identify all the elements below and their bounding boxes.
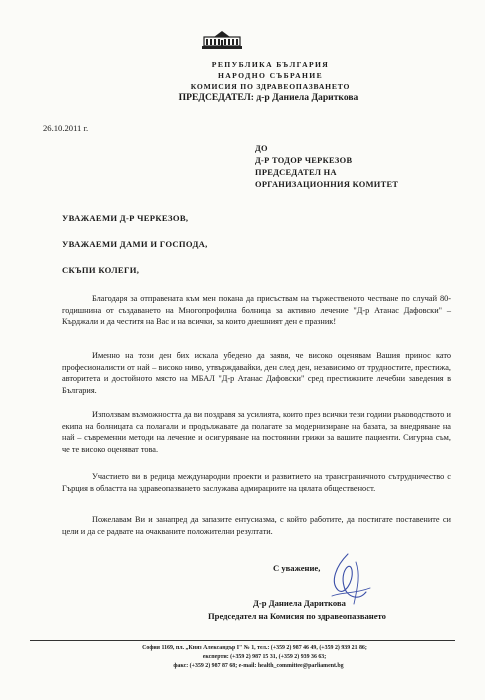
salutation: СКЪПИ КОЛЕГИ, — [62, 265, 140, 275]
body-paragraph: Участието ви в редица международни проекти и развитието на трансграничното сътрудничество с Гърция в областта на здравеопазването заслужава адмирациите на цялата общественост. — [62, 472, 451, 493]
recipient-line: Д-Р ТОДОР ЧЕРКЕЗОВ — [255, 156, 353, 165]
letterhead-committee: КОМИСИЯ ПО ЗДРАВЕОПАЗВАНЕТО — [190, 82, 351, 91]
body-paragraph: Използвам възможността да ви поздравя за усилията, които през всички тези години ръководството и екипа на болницата са полагали и продължавате да полагате за модернизиране на базата, за внедряване на най – съвременни методи на лечение и осигуряване на постоянни грижи за вашите пациенти. Сигурна съм, че те високо оценяват това. — [62, 410, 451, 454]
letter-date: 26.10.2011 г. — [43, 123, 89, 133]
letterhead-country: РЕПУБЛИКА БЪЛГАРИЯ — [211, 60, 330, 69]
salutation: УВАЖАЕМИ ДАМИ И ГОСПОДА, — [62, 239, 208, 249]
body-paragraph: Благодаря за отправената към мен покана да присъствам на тържественото честване по случай 80- годишнина от създаването на Многопрофилна болница за активно лечение "Д-р Атанас Дафовски" – Кърджали и да честитя на Вас и на всички, за които днешният ден е празник! — [62, 294, 451, 327]
recipient-line: ДО — [255, 144, 268, 153]
letterhead-chairperson: ПРЕДСЕДАТЕЛ: д-р Даниела Дариткова — [178, 92, 359, 103]
recipient-line: ПРЕДСЕДАТЕЛ НА — [255, 168, 337, 177]
recipient-line: ОРГАНИЗАЦИОННИЯ КОМИТЕТ — [255, 180, 399, 189]
body-paragraph: Именно на този ден бих искала убедено да заявя, че високо оценявам Вашия принос като професионалисти от най – високо ниво, утвърждавайки, ден след ден, независимо от трудностите, престижа, авторитета и достойното място на МБАЛ "Д-р Атанас Дафовски" сред престижните лечебни заведения в България. — [62, 351, 451, 395]
footer-experts-phones: експерти: (+359 2) 987 15 31, (+359 2) 939 36 63; — [202, 654, 327, 660]
footer-fax-email: факс: (+359 2) 987 87 68; e-mail: health_committee@parliament.bg — [173, 663, 344, 669]
letterhead-parliament: НАРОДНО СЪБРАНИЕ — [217, 71, 324, 80]
closing-phrase: С уважение, — [273, 563, 321, 573]
parliament-building-icon — [200, 28, 244, 50]
signatory-title: Председател на Комисия по здравеопазването — [208, 611, 386, 621]
footer-divider — [30, 640, 455, 641]
salutation: УВАЖАЕМИ Д-Р ЧЕРКЕЗОВ, — [62, 213, 189, 223]
signatory-name: Д-р Даниела Дариткова — [253, 598, 346, 608]
body-paragraph: Пожелавам Ви и занапред да запазите ентусиазма, с който работите, да постигате поставените си цели и да се радвате на очакваните положителни резултати. — [62, 515, 451, 536]
footer-address: София 1169, пл. „Княз Александър I" № 1, тел.: (+359 2) 987 46 49, (+359 2) 939 21 86; — [142, 645, 367, 651]
